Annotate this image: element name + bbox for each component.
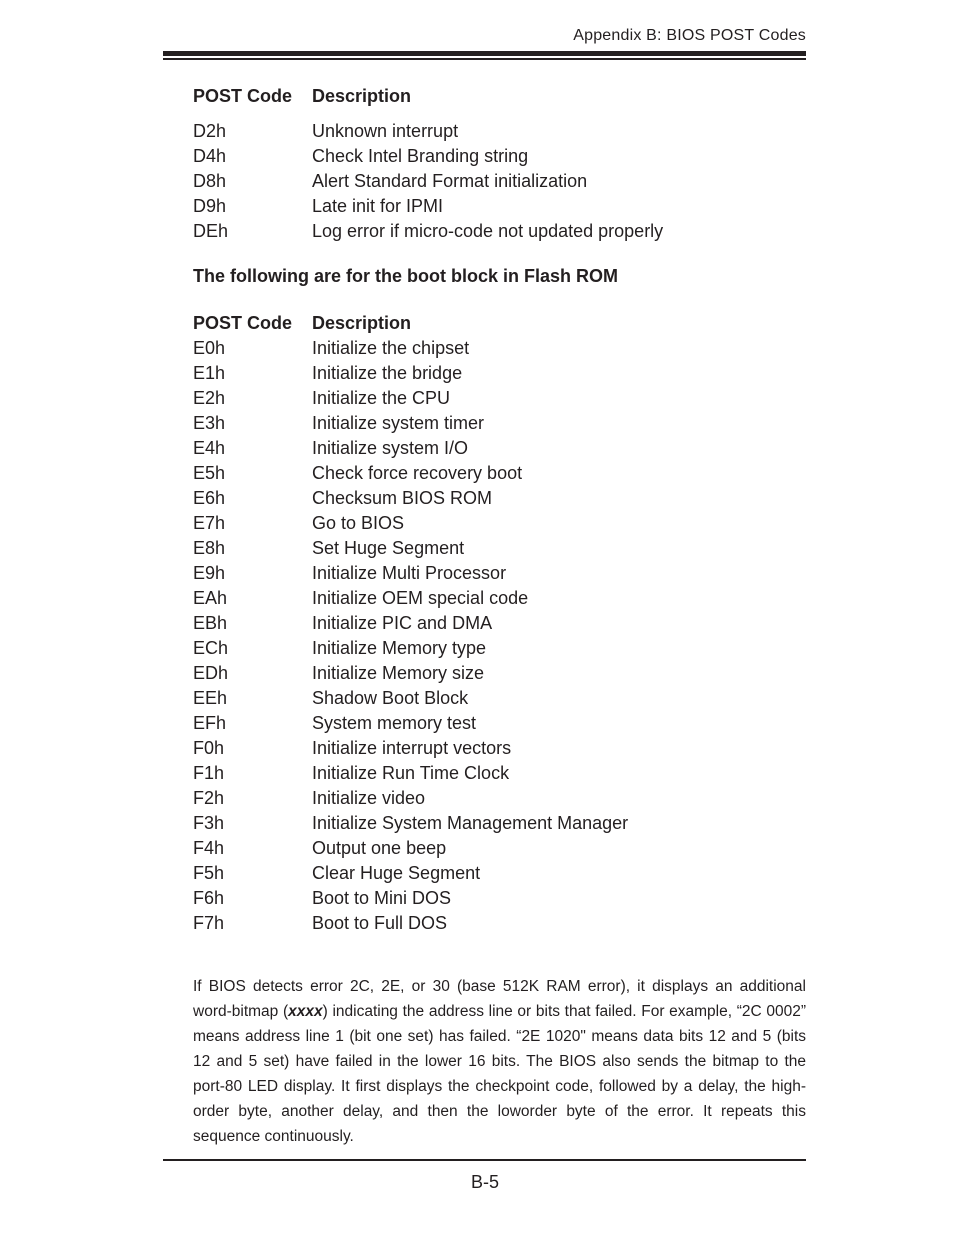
table-row — [193, 119, 806, 144]
post-code: EEh — [193, 688, 228, 708]
post-code: F7h — [193, 913, 225, 933]
table-row — [193, 786, 806, 811]
post-code: E3h — [193, 413, 226, 433]
post-code-description: Check Intel Branding string — [312, 146, 529, 166]
post-code: EBh — [193, 613, 228, 633]
post-code: D8h — [193, 171, 227, 191]
post-code: E2h — [193, 388, 226, 408]
post-code-description: Initialize interrupt vectors — [312, 738, 512, 758]
table-row — [193, 861, 806, 886]
post-code-description: Initialize the CPU — [312, 388, 451, 408]
post-code: D4h — [193, 146, 227, 166]
post-code: D9h — [193, 196, 227, 216]
table-row — [193, 511, 806, 536]
page-content — [193, 84, 806, 936]
table-row — [193, 361, 806, 386]
post-code-description: Unknown interrupt — [312, 121, 459, 141]
post-code: E6h — [193, 488, 226, 508]
note-text-after: ) indicating the address line or bits that failed. For example, “2C 0002” means address line 1 (bit one set) has failed. “2E 1020" means data bits 12 and 5 (bits 12 and 5 set) have failed in the lower 16 bits. The BIOS also sends the bitmap to the port-80 LED display. It first displays the checkpoint code, followed by a delay, the high-order byte, another delay, and then the loworder byte of the error. It repeats this sequence continuously. — [193, 1003, 807, 1145]
table-row — [193, 194, 806, 219]
page-header-title: Appendix B: BIOS POST Codes — [573, 27, 806, 44]
post-code-description: System memory test — [312, 713, 477, 733]
post-code: EDh — [193, 663, 229, 683]
table-row — [193, 761, 806, 786]
post-code-description: Initialize System Management Manager — [312, 813, 629, 833]
post-code-description: Late init for IPMI — [312, 196, 444, 216]
table2-body — [193, 336, 806, 936]
table2-header — [193, 311, 806, 336]
post-code: E7h — [193, 513, 226, 533]
post-code-description: Initialize PIC and DMA — [312, 613, 493, 633]
header-rule-thick — [163, 51, 806, 56]
table1-header-code: POST Code — [193, 86, 293, 106]
table-row — [193, 561, 806, 586]
table-row — [193, 611, 806, 636]
post-code-description: Boot to Full DOS — [312, 913, 448, 933]
post-code: F6h — [193, 888, 225, 908]
post-code: F0h — [193, 738, 225, 758]
post-code-description: Initialize Multi Processor — [312, 563, 507, 583]
post-code: F1h — [193, 763, 225, 783]
section-title-boot-block: The following are for the boot block in Flash ROM — [193, 266, 619, 286]
post-code-description: Log error if micro-code not updated properly — [312, 221, 664, 241]
table1-body — [193, 119, 806, 244]
footer-rule — [163, 1159, 806, 1161]
post-code: E1h — [193, 363, 226, 383]
post-code-description: Clear Huge Segment — [312, 863, 481, 883]
post-code: E0h — [193, 338, 226, 358]
table-row — [193, 536, 806, 561]
post-code: E9h — [193, 563, 226, 583]
table-row — [193, 436, 806, 461]
post-code-description: Boot to Mini DOS — [312, 888, 452, 908]
post-code: E8h — [193, 538, 226, 558]
note-text-before: If BIOS detects error 2C, 2E, or 30 (base 512K RAM error), it displays an additional word-bitmap ( — [193, 978, 806, 1020]
post-code-description: Initialize OEM special code — [312, 588, 529, 608]
post-code: E5h — [193, 463, 226, 483]
table2-header-desc: Description — [312, 313, 412, 333]
page-number: B-5 — [470, 1172, 499, 1192]
post-code-description: Set Huge Segment — [312, 538, 465, 558]
post-code: E4h — [193, 438, 226, 458]
post-code-description: Initialize system I/O — [312, 438, 469, 458]
table-row — [193, 486, 806, 511]
post-code-description: Shadow Boot Block — [312, 688, 469, 708]
table-row — [193, 886, 806, 911]
post-code-description: Initialize the bridge — [312, 363, 463, 383]
table-row — [193, 411, 806, 436]
table-row — [193, 461, 806, 486]
post-code-description: Output one beep — [312, 838, 447, 858]
post-code: ECh — [193, 638, 229, 658]
table2-header-code: POST Code — [193, 313, 293, 333]
table-row — [193, 586, 806, 611]
table-row — [193, 811, 806, 836]
table-row — [193, 219, 806, 244]
post-code-description: Initialize Memory size — [312, 663, 485, 683]
post-code: EFh — [193, 713, 227, 733]
note-emphasis: xxxx — [288, 1003, 323, 1020]
post-code: DEh — [193, 221, 229, 241]
table-row — [193, 386, 806, 411]
post-code: F5h — [193, 863, 225, 883]
header-rule-thin — [163, 58, 806, 60]
table-row — [193, 636, 806, 661]
post-code: D2h — [193, 121, 227, 141]
table-row — [193, 336, 806, 361]
post-code-description: Go to BIOS — [312, 513, 405, 533]
post-code-description: Checksum BIOS ROM — [312, 488, 493, 508]
table-row — [193, 911, 806, 936]
post-code: EAh — [193, 588, 228, 608]
post-code: F3h — [193, 813, 225, 833]
table-row — [193, 661, 806, 686]
post-code: F2h — [193, 788, 225, 808]
table-row — [193, 144, 806, 169]
table-row — [193, 736, 806, 761]
post-code-description: Initialize Run Time Clock — [312, 763, 510, 783]
table-row — [193, 836, 806, 861]
table-row — [193, 711, 806, 736]
error-bitmap-note — [193, 974, 806, 1149]
post-code-description: Initialize the chipset — [312, 338, 470, 358]
post-code-description: Initialize video — [312, 788, 426, 808]
table-row — [193, 686, 806, 711]
post-code-description: Check force recovery boot — [312, 463, 523, 483]
table-row — [193, 169, 806, 194]
table1-header-desc: Description — [312, 86, 412, 106]
post-code-description: Initialize Memory type — [312, 638, 487, 658]
post-code-description: Alert Standard Format initialization — [312, 171, 588, 191]
table1-header — [193, 84, 806, 109]
post-code-description: Initialize system timer — [312, 413, 485, 433]
post-code: F4h — [193, 838, 225, 858]
